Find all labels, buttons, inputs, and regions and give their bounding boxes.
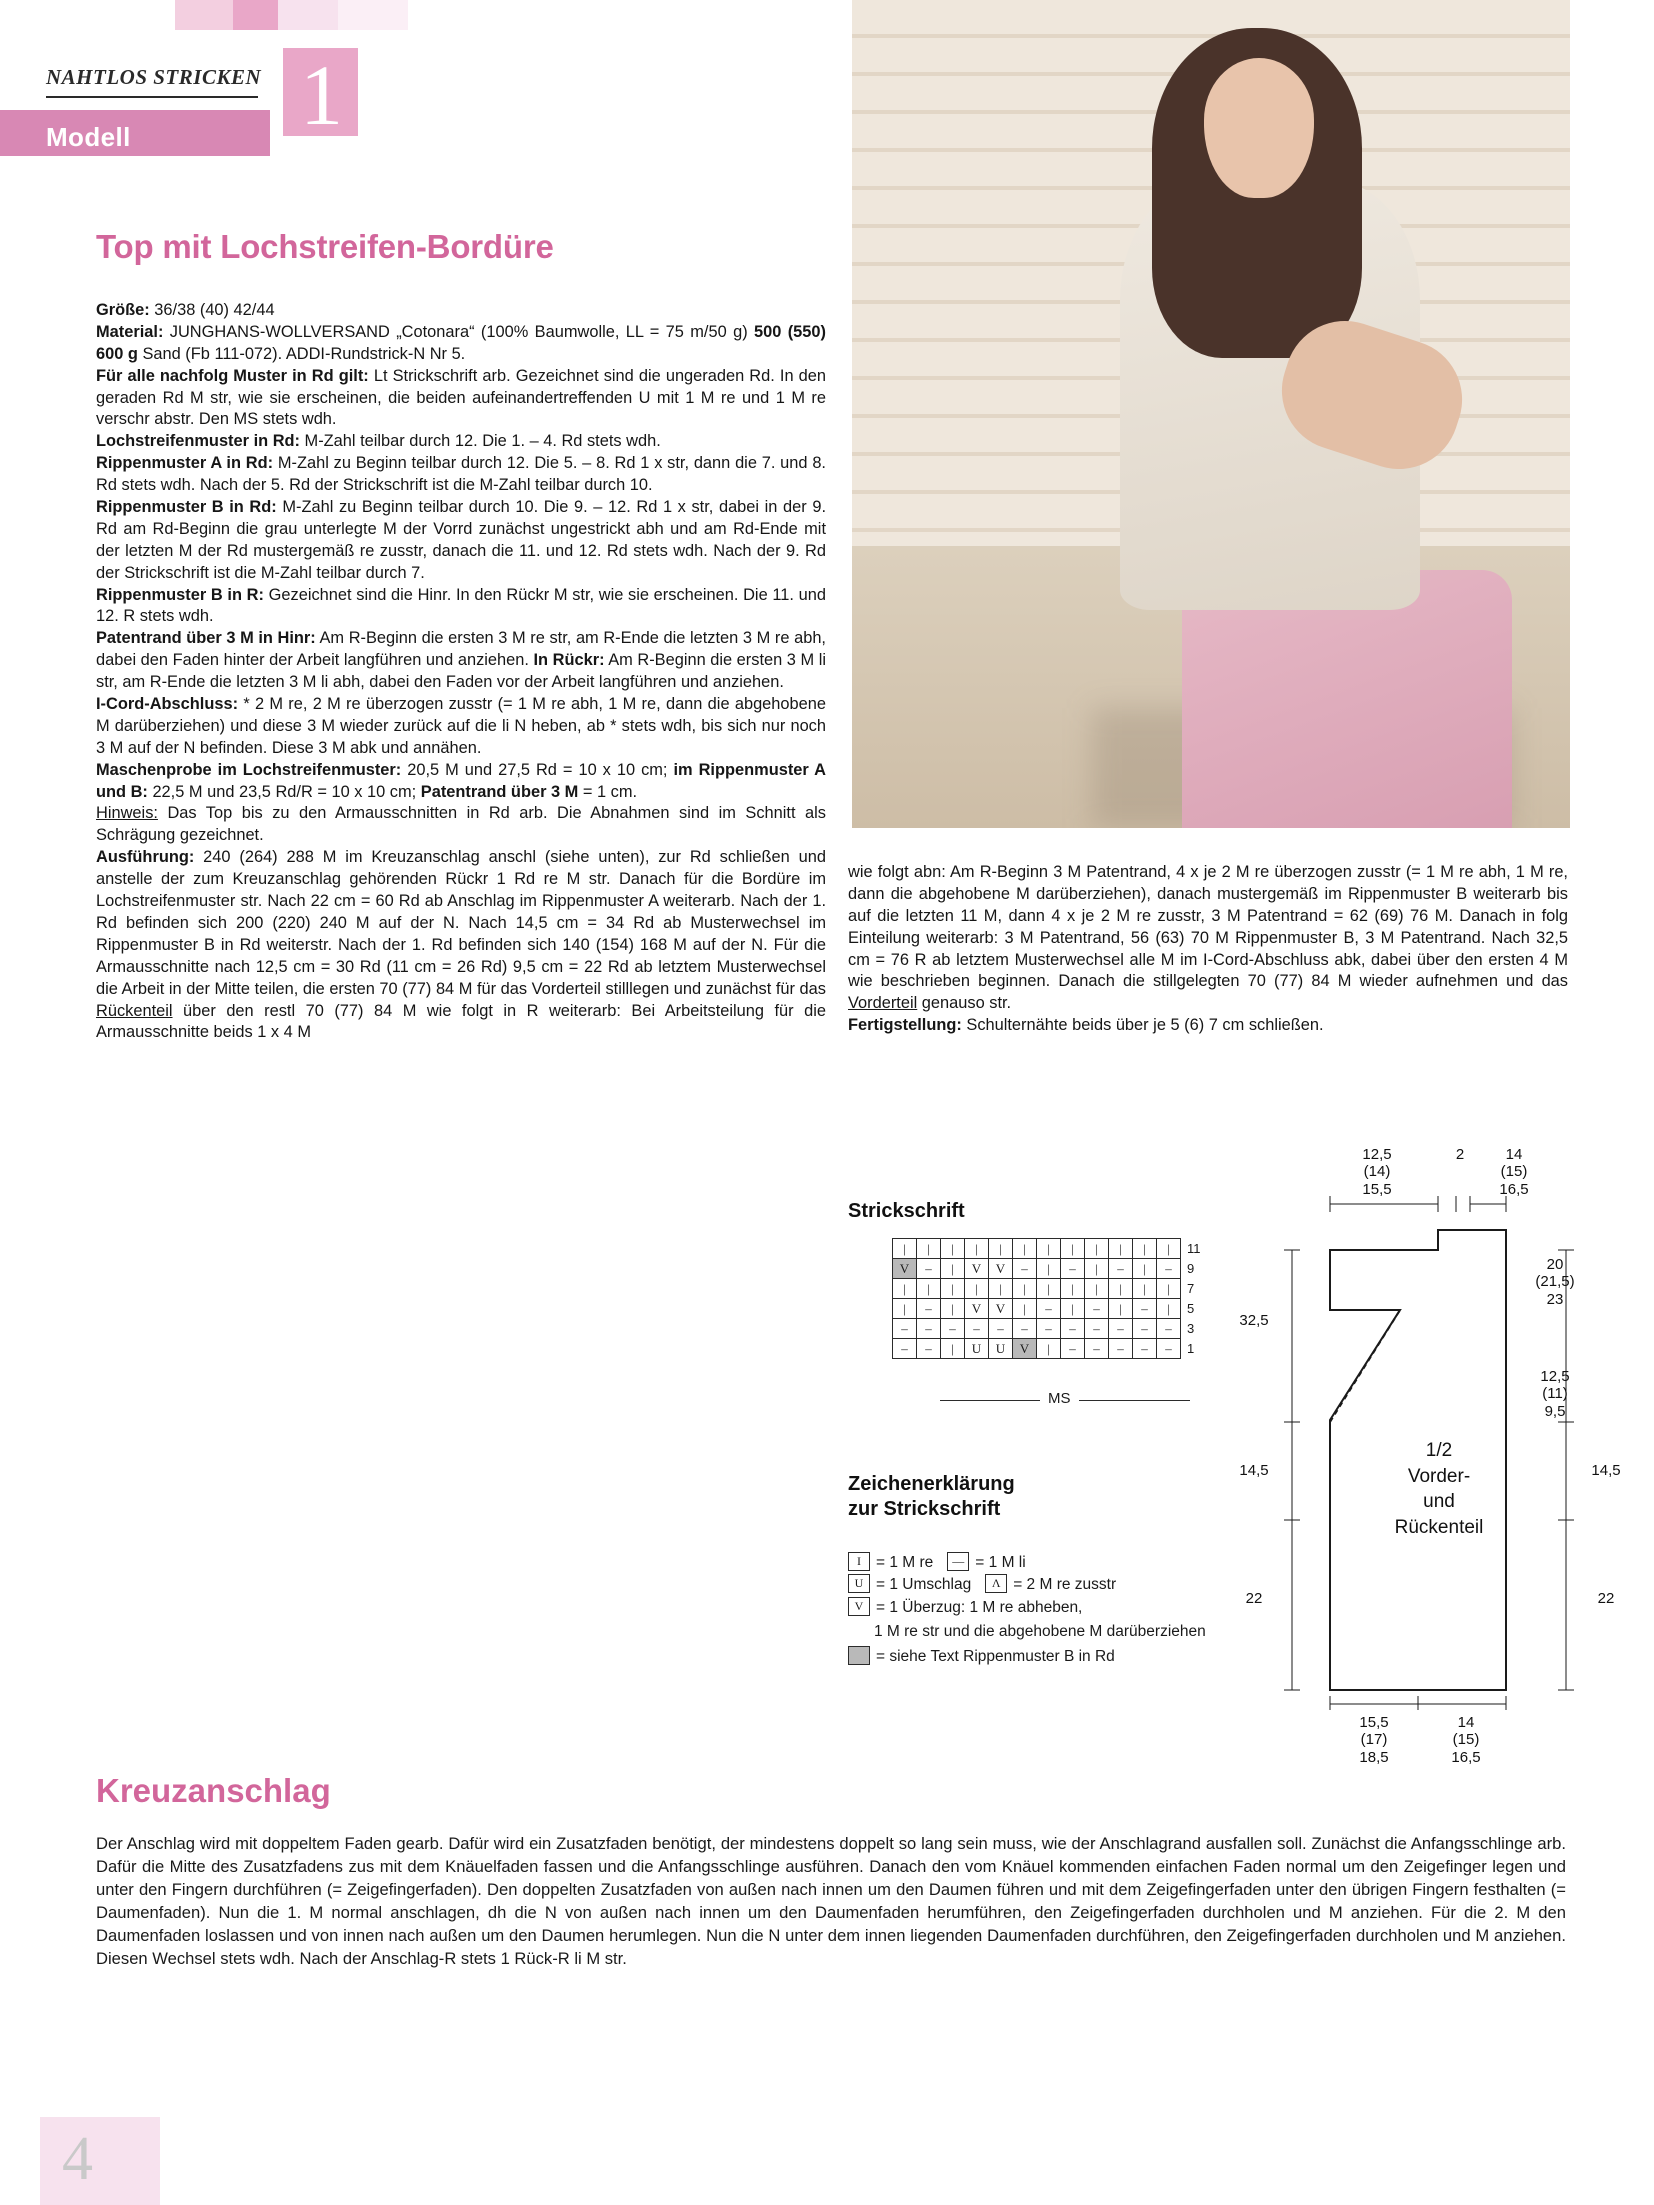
chart-row	[893, 1259, 1222, 1279]
chart-cell: |	[941, 1259, 965, 1279]
chart-cell: –	[1013, 1319, 1037, 1339]
chart-row	[893, 1299, 1222, 1319]
chart-cell: –	[1109, 1339, 1133, 1359]
legend-item-re	[848, 1552, 933, 1574]
chart-cell: –	[1061, 1339, 1085, 1359]
schem-dim-top-left-1: 12,5	[1362, 1146, 1392, 1163]
chart-cell: V	[989, 1259, 1013, 1279]
legend-item-zusstr	[985, 1574, 1116, 1596]
decor-block-3	[278, 0, 338, 30]
chart-cell: V	[1013, 1339, 1037, 1359]
schem-dim-bottom-left-2: (17)	[1360, 1731, 1388, 1749]
chart-cell: –	[1109, 1319, 1133, 1339]
legend-heading-line2: zur Strickschrift	[848, 1498, 1001, 1520]
chart-cell: –	[1133, 1299, 1157, 1319]
strickschrift-heading: Strickschrift	[848, 1200, 965, 1222]
chart-row-label: 3	[1187, 1321, 1195, 1336]
schem-dim-right-upper-3: 23	[1546, 1290, 1564, 1308]
knitting-chart	[892, 1238, 1222, 1359]
chart-cell: |	[965, 1239, 989, 1259]
chart-cell: –	[1109, 1259, 1133, 1279]
chart-cell: |	[893, 1279, 917, 1299]
chart-cell: –	[893, 1339, 917, 1359]
chart-cell: |	[941, 1339, 965, 1359]
schem-dim-bottom-right-1: 14	[1457, 1714, 1475, 1731]
legend-item-ueberzug-cont	[848, 1621, 1208, 1643]
chart-row-label: 1	[1187, 1341, 1195, 1356]
schem-center-line1: 1/2	[1425, 1440, 1453, 1461]
chart-cell: –	[893, 1319, 917, 1339]
legend-item-zusstr-label: = 2 M re zusstr	[1013, 1576, 1117, 1594]
schem-bottom-left-dims	[1334, 1714, 1414, 1766]
schem-dim-right-upper-2: (21,5)	[1535, 1273, 1575, 1291]
schem-dim-top-right-3: 16,5	[1499, 1180, 1529, 1198]
chart-cell: |	[989, 1279, 1013, 1299]
chart-row-label: 7	[1187, 1281, 1195, 1296]
schem-dim-bottom-right-2: (15)	[1452, 1731, 1480, 1749]
schem-center-label	[1366, 1438, 1512, 1541]
chart-cell: |	[917, 1279, 941, 1299]
masthead-kicker: NAHTLOS STRICKEN	[46, 65, 262, 89]
chart-cell: –	[1037, 1299, 1061, 1319]
chart-cell: –	[1157, 1319, 1181, 1339]
chart-cell: |	[1061, 1239, 1085, 1259]
chart-cell: –	[1157, 1259, 1181, 1279]
chart-row	[893, 1279, 1222, 1299]
chart-cell: |	[893, 1299, 917, 1319]
chart-cell: |	[1157, 1279, 1181, 1299]
chart-cell: |	[1157, 1239, 1181, 1259]
chart-cell: –	[1085, 1339, 1109, 1359]
model-band	[0, 110, 270, 156]
chart-row	[893, 1319, 1222, 1339]
schem-bottom-right-dims	[1426, 1714, 1506, 1766]
chart-cell: –	[917, 1299, 941, 1319]
chart-cell: |	[1037, 1239, 1061, 1259]
chart-cell: |	[1037, 1259, 1061, 1279]
chart-cell: |	[1013, 1239, 1037, 1259]
schem-dim-right-mid-3: 9,5	[1544, 1402, 1566, 1420]
chart-cell: V	[965, 1299, 989, 1319]
instructions-right-column: wie folgt abn: Am R-Beginn 3 M Patentrand, 4 x je 2 M re überzogen zusstr (= 1 M re abh, 1 M re, dann die abgehobene M darüberziehen), danach mustergemäß im Rippenmuster B weiterarb bis auf die letzten 11 M, dann 4 x je 2 M re zusstr, 3 M Patentrand = 62 (69) 76 M. Danach in folg Einteilung weiterarb: 3 M Patentrand, 56 (63) 70 M Rippenmuster B, 3 M Patentrand. Nach 32,5 cm = 76 R ab letztem Musterwechsel alle M im I-Cord-Abschluss abk, dabei über den ersten 4 M wie beschrieben beginnen. Danach die stillgelegten 70 (77) 84 M wieder aufnehmen und das Vorderteil genauso str. Fertigstellung: Schulternähte beids über je 5 (6) 7 cm schließen.	[848, 863, 1568, 1035]
schem-dim-right-upper-1: 20	[1546, 1256, 1564, 1273]
chart-cell: |	[1133, 1279, 1157, 1299]
chart-cell: |	[1085, 1259, 1109, 1279]
model-photo	[852, 0, 1570, 828]
chart-cell: –	[1133, 1339, 1157, 1359]
page-title: Top mit Lochstreifen-Bordüre	[96, 228, 554, 265]
schem-dim-top-right-2: (15)	[1500, 1163, 1528, 1181]
schem-left-bottom-dim: 22	[1245, 1590, 1263, 1607]
schem-dim-right-mid-1: 12,5	[1540, 1368, 1570, 1385]
legend-row-pair-1	[848, 1552, 1208, 1574]
schem-dim-top-left-2: (14)	[1363, 1163, 1391, 1181]
chart-cell: |	[1013, 1279, 1037, 1299]
chart-cell: –	[941, 1319, 965, 1339]
chart-cell: |	[989, 1239, 1013, 1259]
masthead-rule	[46, 96, 258, 98]
schem-center-line2: Vorder-	[1407, 1465, 1471, 1487]
chart-cell: |	[1061, 1299, 1085, 1319]
schem-right-mid-dims	[1520, 1368, 1590, 1420]
chart-cell: |	[1085, 1279, 1109, 1299]
kreuzanschlag-heading: Kreuzanschlag	[96, 1772, 331, 1809]
schem-right-center-dim: 14,5	[1591, 1462, 1621, 1479]
masthead-band-label: Modell	[46, 122, 131, 152]
legend-heading-line1: Zeichenerklärung	[848, 1473, 1015, 1495]
legend-item-ueberzug-label: = 1 Überzug: 1 M re abheben,	[876, 1598, 1083, 1616]
chart-cell: –	[1061, 1259, 1085, 1279]
schem-dim-bottom-right-3: 16,5	[1451, 1748, 1481, 1766]
chart-cell: –	[1085, 1299, 1109, 1319]
legend-item-li	[947, 1552, 1025, 1574]
photo-model-face	[1204, 58, 1314, 198]
chart-cell: |	[1037, 1279, 1061, 1299]
schem-left-mid-dim: 14,5	[1239, 1462, 1269, 1479]
chart-row	[893, 1239, 1222, 1259]
legend-item-li-label: = 1 M li	[975, 1554, 1026, 1571]
chart-row	[893, 1339, 1222, 1359]
schem-center-line4: Rückenteil	[1394, 1516, 1484, 1538]
schem-top-mid-dim: 2	[1455, 1146, 1465, 1163]
schem-top-left-dims	[1332, 1146, 1422, 1198]
symbol-knit-icon: I	[848, 1552, 870, 1571]
decor-block-4	[338, 0, 408, 30]
decor-block-1	[175, 0, 233, 30]
schem-top-right-dims	[1474, 1146, 1554, 1198]
decor-block-2	[233, 0, 278, 30]
schem-dim-top-left-3: 15,5	[1362, 1180, 1392, 1198]
chart-cell: –	[1013, 1259, 1037, 1279]
chart-cell: |	[941, 1299, 965, 1319]
chart-row-label: 11	[1187, 1241, 1201, 1256]
garment-schematic	[1239, 1146, 1621, 1766]
symbol-purl-icon: —	[947, 1552, 969, 1571]
legend-heading	[848, 1472, 1078, 1522]
chart-cell: |	[1061, 1279, 1085, 1299]
chart-cell: V	[893, 1259, 917, 1279]
symbol-k2tog-icon: Λ	[985, 1574, 1007, 1593]
chart-cell: V	[965, 1259, 989, 1279]
schem-dim-right-mid-2: (11)	[1542, 1385, 1568, 1403]
schem-center-line3: und	[1423, 1491, 1455, 1513]
ms-label: MS	[1040, 1390, 1079, 1407]
symbol-ssk-icon: V	[848, 1597, 870, 1616]
schem-left-total-dim: 32,5	[1239, 1312, 1269, 1329]
legend-list	[848, 1552, 1208, 1670]
chart-cell: |	[1133, 1259, 1157, 1279]
chart-cell: |	[965, 1279, 989, 1299]
schem-dim-top-right-1: 14	[1505, 1146, 1523, 1163]
page-number: 4	[62, 2125, 93, 2193]
chart-cell: |	[1109, 1279, 1133, 1299]
schem-dim-bottom-left-3: 18,5	[1359, 1748, 1389, 1766]
chart-cell: –	[917, 1259, 941, 1279]
chart-row-label: 5	[1187, 1301, 1195, 1316]
chart-cell: –	[917, 1339, 941, 1359]
chart-cell: U	[965, 1339, 989, 1359]
symbol-gray-square-icon	[848, 1646, 870, 1665]
chart-cell: –	[1061, 1319, 1085, 1339]
chart-cell: –	[989, 1319, 1013, 1339]
chart-cell: |	[1109, 1239, 1133, 1259]
symbol-yarnover-icon: U	[848, 1574, 870, 1593]
legend-item-ueberzug-cont-label: 1 M re str und die abgehobene M darüberziehen	[874, 1623, 1206, 1641]
chart-cell: |	[1037, 1339, 1061, 1359]
chart-cell: |	[917, 1239, 941, 1259]
model-number: 1	[300, 47, 343, 143]
knitting-chart-table	[892, 1238, 1222, 1359]
schem-right-upper-dims	[1520, 1256, 1590, 1308]
chart-cell: |	[1133, 1239, 1157, 1259]
chart-cell: –	[965, 1319, 989, 1339]
chart-cell: –	[917, 1319, 941, 1339]
legend-item-gray-label: = siehe Text Rippenmuster B in Rd	[876, 1647, 1115, 1665]
chart-cell: |	[1085, 1239, 1109, 1259]
chart-cell: |	[1013, 1299, 1037, 1319]
legend-item-re-label: = 1 M re	[876, 1554, 934, 1571]
footer-decoration	[40, 2117, 160, 2205]
chart-cell: |	[1109, 1299, 1133, 1319]
chart-cell: U	[989, 1339, 1013, 1359]
chart-cell: |	[941, 1279, 965, 1299]
legend-item-umschlag-label: = 1 Umschlag	[876, 1576, 972, 1594]
schem-dim-bottom-left-1: 15,5	[1359, 1714, 1389, 1731]
legend-item-umschlag	[848, 1574, 971, 1596]
schem-right-bottom-dim: 22	[1597, 1590, 1615, 1607]
chart-cell: |	[941, 1239, 965, 1259]
chart-cell: –	[1133, 1319, 1157, 1339]
chart-cell: |	[1157, 1299, 1181, 1319]
chart-cell: –	[1157, 1339, 1181, 1359]
instructions-left-column: Größe: 36/38 (40) 42/44 Material: JUNGHANS-WOLLVERSAND „Cotonara“ (100% Baumwolle, LL = 75 m/50 g) 500 (550) 600 g Sand (Fb 111-072). ADDI-Rundstrick-N Nr 5. Für alle nachfolg Muster in Rd gilt: Lt Strickschrift arb. Gezeichnet sind die ungeraden Rd. In den geraden Rd M str, wie sie erscheinen, die beiden aufeinandertreffenden U mit 1 M re und 1 M re verschr abstr. Den MS stets wdh. Lochstreifenmuster in Rd: M-Zahl teilbar durch 12. Die 1. – 4. Rd stets wdh. Rippenmuster A in Rd: M-Zahl zu Beginn teilbar durch 12. Die 5. – 8. Rd 1 x str, dann die 7. und 8. Rd stets wdh. Nach der 5. Rd der Strickschrift ist die M-Zahl teilbar durch 10. Rippenmuster B in Rd: M-Zahl zu Beginn teilbar durch 10. Die 9. – 12. Rd 1 x str, dabei in der 9. Rd am Rd-Beginn die grau unterlegte M der Vorrd zunächst ungestrickt abh und am Rd-Ende mit der letzten M der Rd mustergemäß re zusstr, danach die 11. und 12. Rd stets wdh. Nach der 9. Rd der Strickschrift ist die M-Zahl teilbar durch 7. Rippenmuster B in R: Gezeichnet sind die Hinr. In den Rückr M str, wie sie erscheinen. Die 11. und 12. R stets wdh. Patentrand über 3 M in Hinr: Am R-Beginn die ersten 3 M re str, am R-Ende die letzten 3 M re abh, dabei den Faden hinter der Arbeit langführen und anziehen. In Rückr: Am R-Beginn die ersten 3 M li str, am R-Ende die letzten 3 M li abh, dabei den Faden vor der Arbeit langführen und anziehen. I-Cord-Abschluss: * 2 M re, 2 M re überzogen zusstr (= 1 M re abh, 1 M re, dann die abgehobene M darüberziehen) und diese 3 M wieder zurück auf die li N heben, ab * stets wdh, bis sich nur noch 3 M auf der N befinden. Diese 3 M abk und annähen. Maschenprobe im Lochstreifenmuster: 20,5 M und 27,5 Rd = 10 x 10 cm; im Rippenmuster A und B: 22,5 M und 23,5 Rd/R = 10 x 10 cm; Patentrand über 3 M = 1 cm. Hinweis: Das Top bis zu den Armausschnitten in Rd arb. Die Abnahmen sind im Schnitt als Schrägung gezeichnet. Ausführung: 240 (264) 288 M im Kreuzanschlag anschl (siehe unten), zur Rd schließen und anstelle der zum Kreuzanschlag gehörenden Rückr 1 Rd re M str. Danach für die Bordüre im Lochstreifenmuster str. Nach 22 cm = 60 Rd ab Anschlag im Rippenmuster A weiterarb. Nach der 1. Rd befinden sich 200 (220) 240 M auf der N. Nach 14,5 cm = 34 Rd ab Musterwechsel im Rippenmuster B in Rd weiterstr. Nach der 1. Rd befinden sich 140 (154) 168 M auf der N. Für die Armausschnitte nach 12,5 cm = 30 Rd (11 cm = 26 Rd) 9,5 cm = 22 Rd ab letztem Musterwechsel die Arbeit in der Mitte teilen, die ersten 70 (77) 84 M für das Vorderteil stilllegen und zunächst für das Rückenteil über den restl 70 (77) 84 M wie folgt in R weiterarb: Bei Arbeitsteilung für die Armausschnitte beids 1 x 4 M	[96, 301, 827, 1042]
legend-item-ueberzug	[848, 1597, 1208, 1619]
chart-cell: –	[1085, 1319, 1109, 1339]
chart-cell: |	[893, 1239, 917, 1259]
kreuzanschlag-body: Der Anschlag wird mit doppeltem Faden gearb. Dafür wird ein Zusatzfaden benötigt, der mindestens doppelt so lang sein muss, wie der Anschlagrand ausfallen soll. Zunächst die Anfangsschlinge arb. Dafür die Mitte des Zusatzfadens zus mit dem Knäuelfaden fassen und die Anfangsschlinge ausführen. Danach den vom Knäuel kommenden einfachen Faden normal um den Zeigefinger legen und unter den Fingern durchführen (= Zeigefingerfaden). Den doppelten Zusatzfaden von außen nach innen um den Daumen führen und mit dem Zeigefingerfaden unter den übrigen Fingern festhalten (= Daumenfaden). Nun die 1. M normal anschlagen, dh die N von außen nach innen um den Daumenfaden herumführen, den Zeigefingerfaden durchholen und M anziehen. Für die 2. M den Daumenfaden loslassen und von innen nach außen um den Daumen herumlegen. Nun die N unter dem innen liegenden Daumenfaden durchführen, den Zeigefingerfaden durchholen und M anziehen. Diesen Wechsel stets wdh. Nach der Anschlag-R stets 1 Rück-R li M str.	[96, 1834, 1566, 1969]
legend-item-gray	[848, 1646, 1208, 1668]
chart-cell: V	[989, 1299, 1013, 1319]
chart-row-label: 9	[1187, 1261, 1195, 1276]
legend-row-pair-2	[848, 1574, 1208, 1596]
chart-cell: –	[1037, 1319, 1061, 1339]
